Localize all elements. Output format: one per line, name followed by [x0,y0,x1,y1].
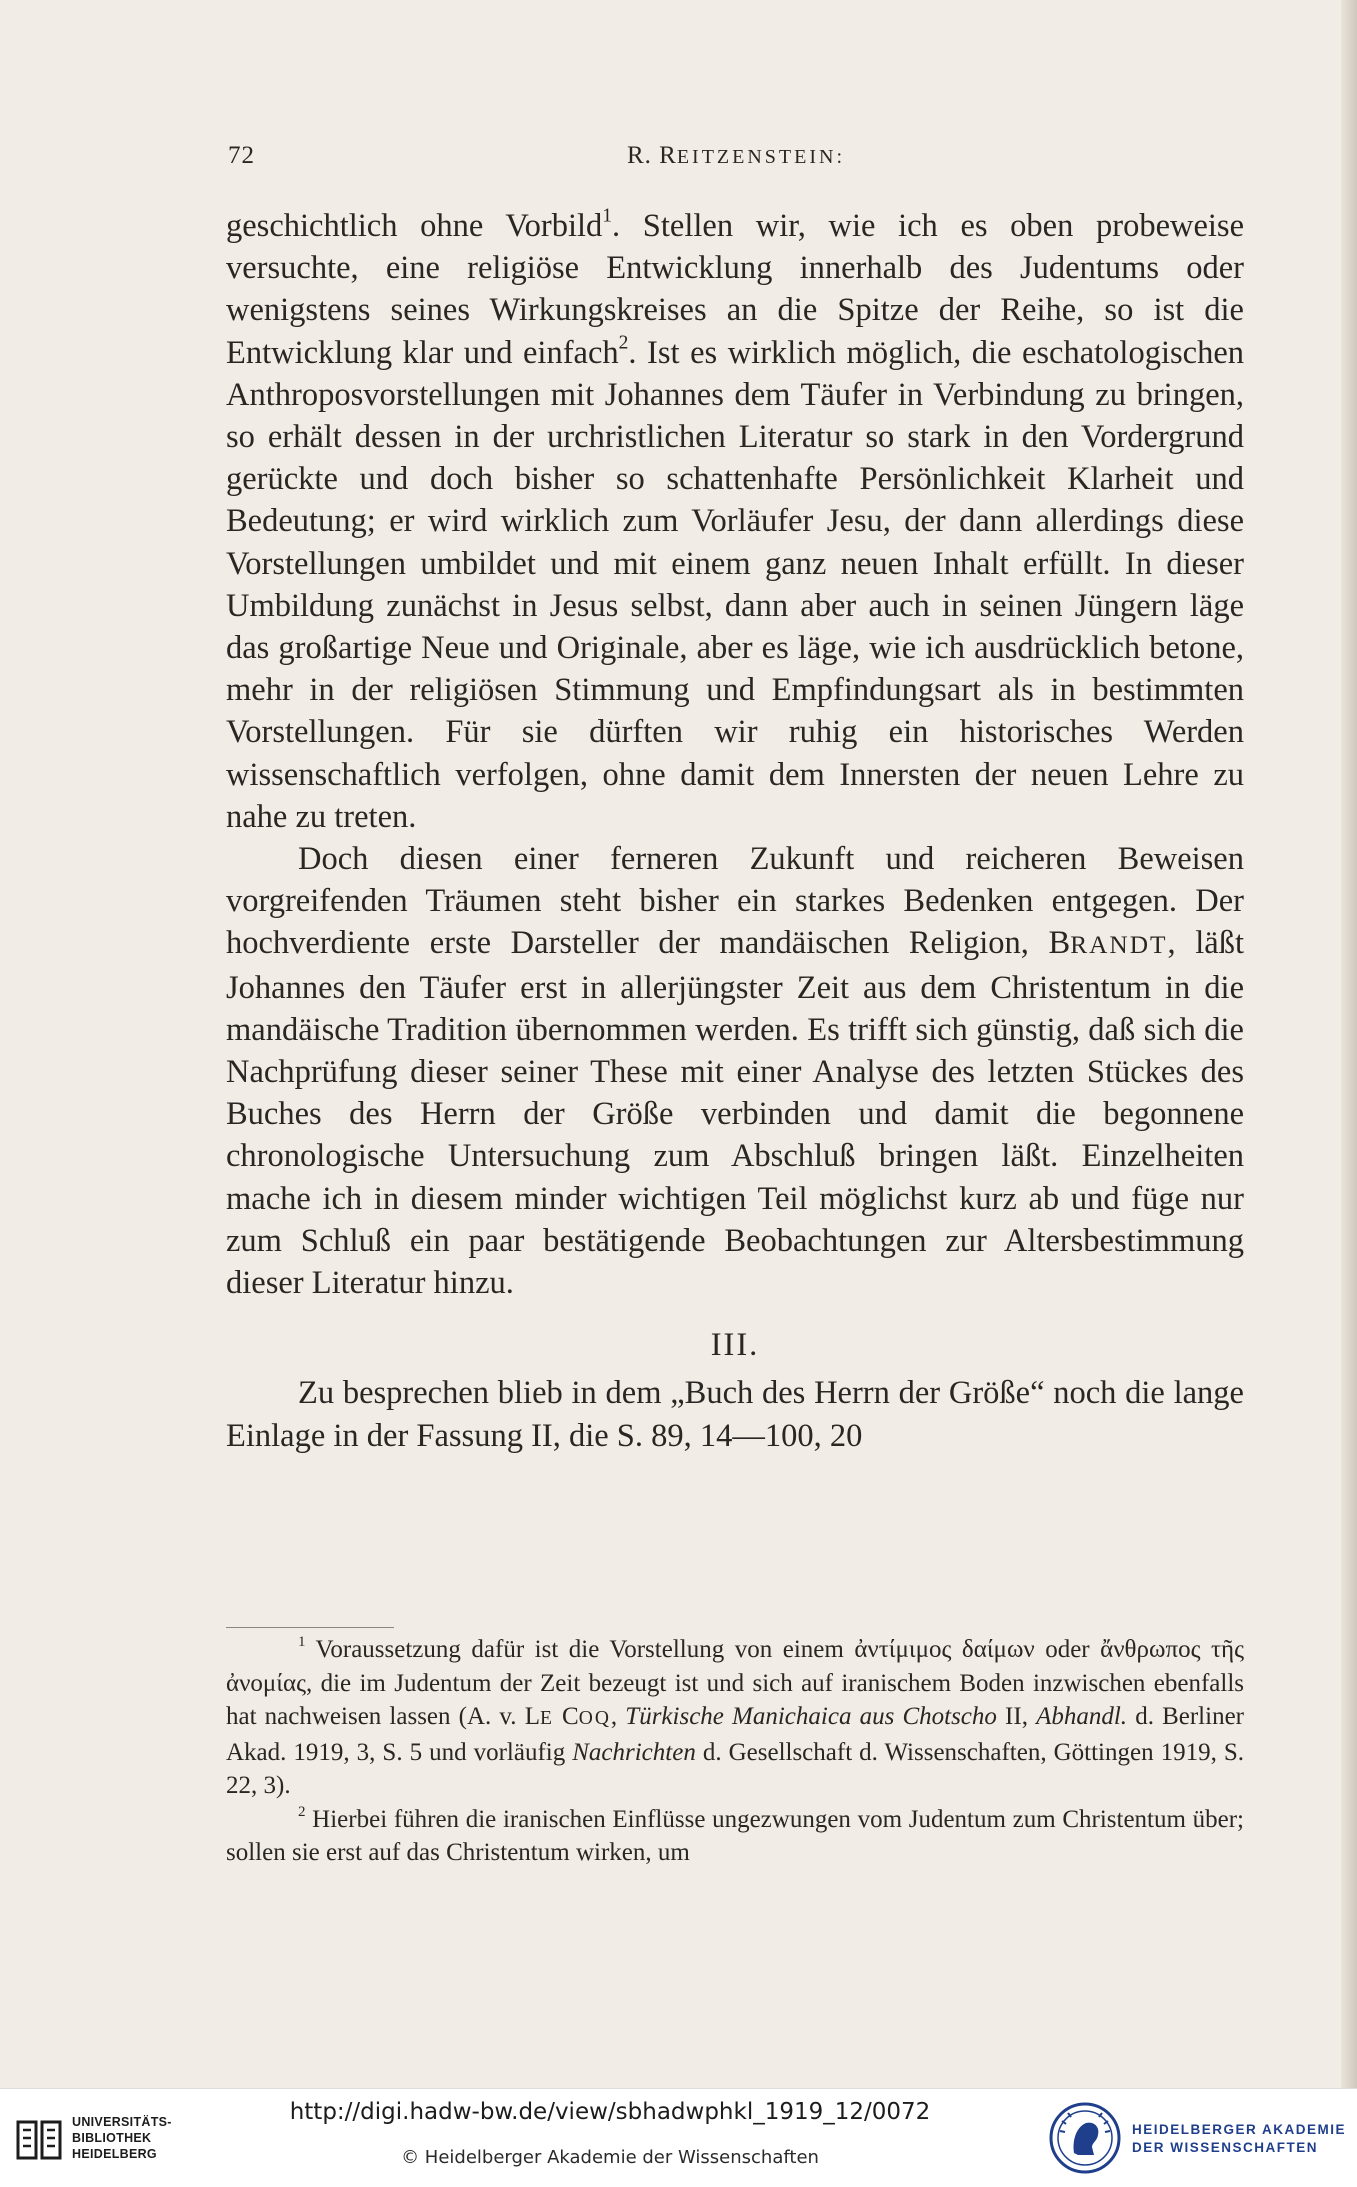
paragraph-1: geschichtlich ohne Vorbild$^1$. Stellen wir, wie ich es oben probeweise versuchte, eine religiöse Entwicklung innerhalb des Judentums oder wenigstens seines Wirkungskreises an die Spitze der Reihe, so ist die Entwicklung klar und einfach$^2$. Ist es wirklich möglich, die eschatologischen Anthroposvorstellungen mit Johannes dem Täufer in Verbindung zu bringen, so erhält dessen in der urchristlichen Literatur so stark in den Vordergrund gerückte und doch bisher so schattenhafte Persönlichkeit Klarheit und Bedeutung; er wird wirklich zum Vorläufer Jesu, der dann allerdings diese Vorstellungen umbildet und mit einem ganz neuen Inhalt erfüllt. In dieser Umbildung zunächst in Jesus selbst, dann aber auch in seinen Jüngern läge das großartige Neue und Originale, aber es läge, wie ich ausdrücklich betone, mehr in der religiösen Stimmung und Empfindungsart als in bestimmten Vorstellungen. Für sie dürften wir ruhig ein historisches Werden wissenschaftlich verfolgen, ohne damit dem Innersten der neuen Lehre zu nahe zu treten. [226,205,1244,835]
academy-name: HEIDELBERGER AKADEMIE DER WISSENSCHAFTEN [1132,2122,1347,2155]
paragraph-3: Zu besprechen blieb in dem „Buch des Herrn der Größe“ noch die lange Einlage in der Fassung II, die S. 89, 14—100, 20 [226,1375,1244,1454]
footnote-1: $^1$ Voraussetzung dafür ist die Vorstellung von einem ἀντίμιμος δαίμων oder ἄνθρωπος τῆς ἀνομίας, die im Judentum der Zeit bezeugt ist und sich auf iranischem Boden inzwischen ebenfalls hat nachweisen lassen (A. v. LE COQ, Türkische Manichaica aus Chotscho II, Abhandl. d. Berliner Akad. 1919, 3, S. 5 und vorläufig Nachrichten d. Gesellschaft d. Wissenschaften, Göttingen 1919, S. 22, 3). [226,1633,1244,1799]
footnotes [226,1633,1244,1870]
footnote-ref-1: 1 [602,205,613,227]
copyright-notice: © Heidelberger Akademie der Wissenschaften [401,2147,819,2168]
footnote-2: $^2$ Hierbei führen die iranischen Einflüsse ungezwungen vom Judentum zum Christentum über; sollen sie erst auf das Christentum wirken, um [226,1803,1244,1866]
body-text [226,205,1244,1457]
page-edge-shadow [1341,0,1357,2088]
paragraph-2: Doch diesen einer ferneren Zukunft und reicheren Beweisen vorgreifenden Träumen steht bisher ein starkes Bedenken entgegen. Der hochverdiente erste Darsteller der mandäischen Religion, BRANDT, läßt Johannes den Täufer erst in allerjüngster Zeit aus dem Christentum in die mandäische Tradition übernommen werden. Es trifft sich günstig, daß sich die Nachprüfung dieser seiner These mit einer Analyse des letzten Stückes des Buches des Herrn der Größe verbinden und damit die begonnene chronologische Untersuchung zum Abschluß bringen läßt. Einzelheiten mache ich in diesem minder wichtigen Teil möglichst kurz ab und füge nur zum Schluß ein paar bestätigende Beobachtungen zur Altersbestimmung dieser Literatur hinzu. [226,841,1244,1302]
author-name-brandt: BRANDT [1048,925,1168,962]
university-library-emblem-icon [14,2118,64,2162]
footnote-rule [226,1627,394,1628]
page-number: 72 [228,142,255,169]
university-library-logo[interactable] [14,2114,172,2166]
academy-seal-icon[interactable] [1048,2101,1122,2175]
running-title: R. REITZENSTEIN: [626,142,846,169]
footnote-ref-2: 2 [618,331,629,353]
viewer-footer [0,2088,1357,2187]
university-library-name: UNIVERSITÄTS- BIBLIOTHEK HEIDELBERG [72,2115,172,2161]
running-head [228,142,1244,182]
section-heading: III. [710,1327,760,1364]
permalink-url[interactable]: http://digi.hadw-bw.de/view/sbhadwphkl_1919_12/0072 [289,2099,931,2125]
